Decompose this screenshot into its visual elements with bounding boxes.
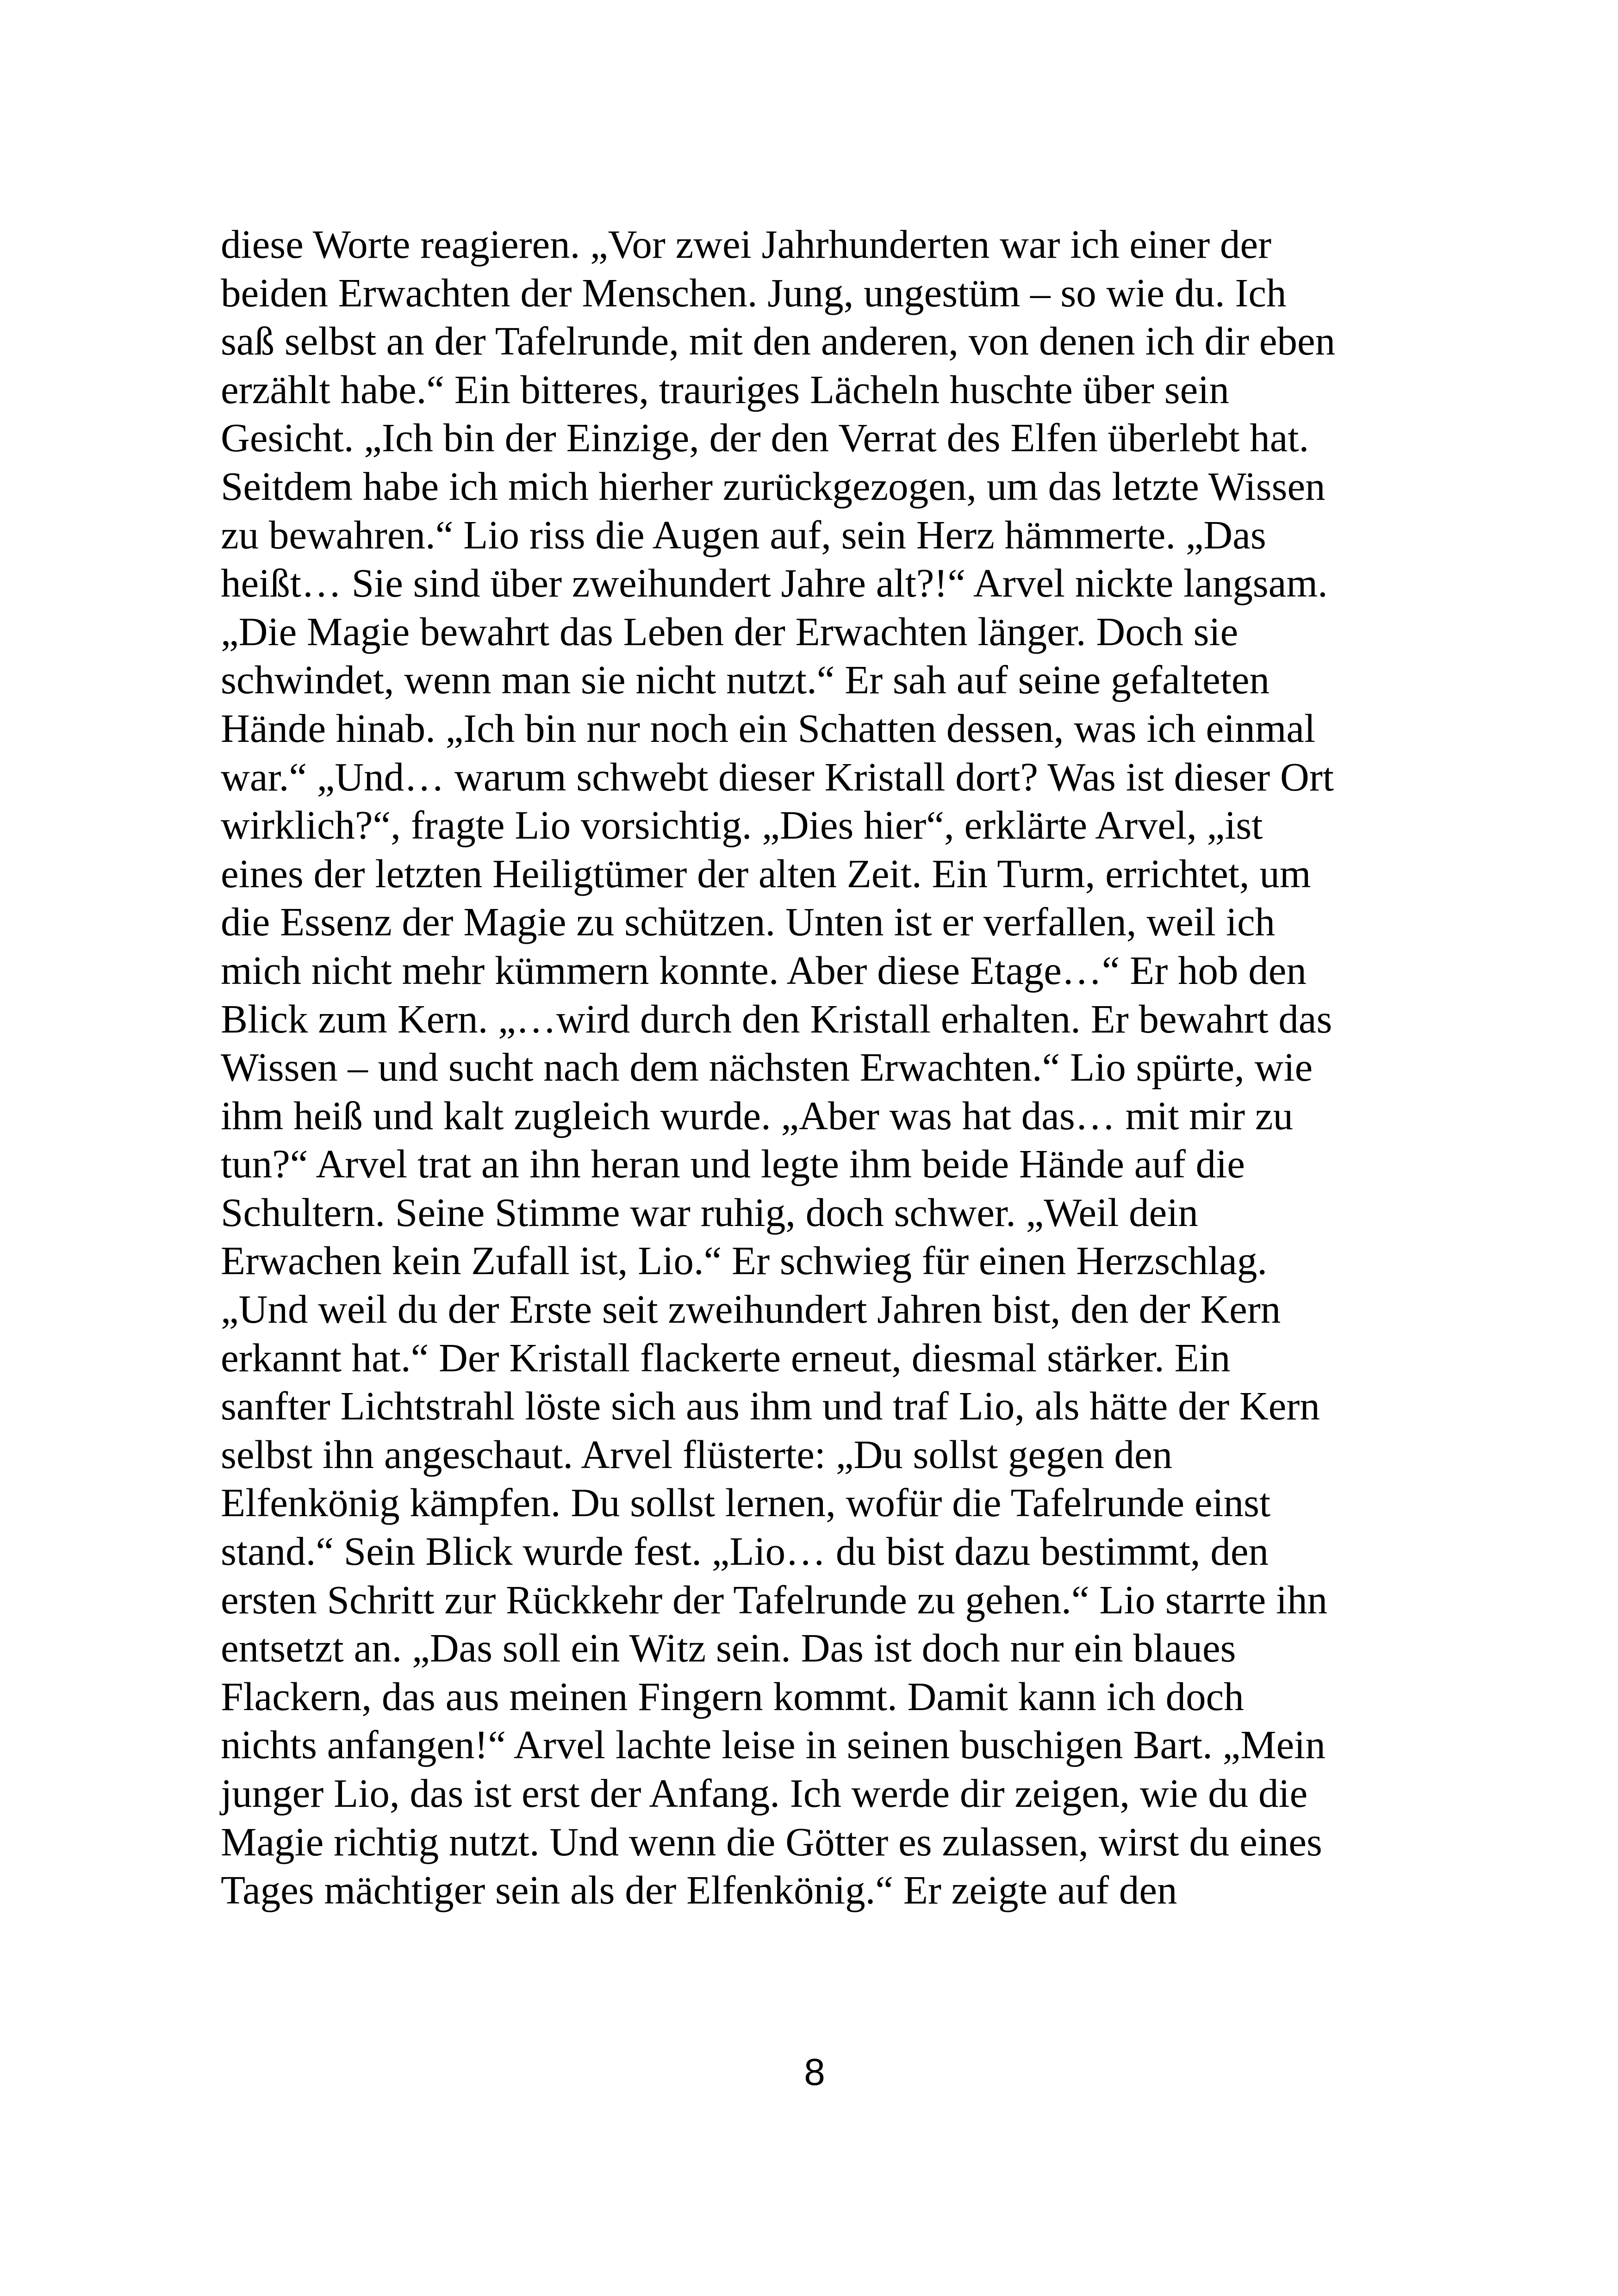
text-line: Elfenkönig kämpfen. Du sollst lernen, wofür die Tafelrunde einst [221,1480,1271,1525]
text-line: Gesicht. „Ich bin der Einzige, der den Verrat des Elfen überlebt hat. [221,415,1309,460]
text-line: Magie richtig nutzt. Und wenn die Götter es zulassen, wirst du eines [221,1819,1322,1864]
text-line: Seitdem habe ich mich hierher zurückgezogen, um das letzte Wissen [221,463,1326,509]
body-text [221,220,1424,1915]
text-line: diese Worte reagieren. „Vor zwei Jahrhunderten war ich einer der [221,222,1272,267]
text-line: erzählt habe.“ Ein bitteres, trauriges Lächeln huschte über sein [221,367,1229,412]
text-line: mich nicht mehr kümmern konnte. Aber diese Etage…“ Er hob den [221,947,1307,993]
text-line: ersten Schritt zur Rückkehr der Tafelrunde zu gehen.“ Lio starrte ihn [221,1577,1328,1622]
text-line: wirklich?“, fragte Lio vorsichtig. „Dies hier“, erklärte Arvel, „ist [221,803,1263,848]
text-line: erkannt hat.“ Der Kristall flackerte erneut, diesmal stärker. Ein [221,1335,1231,1380]
text-line: sanfter Lichtstrahl löste sich aus ihm und traf Lio, als hätte der Kern [221,1383,1320,1429]
text-line: selbst ihn angeschaut. Arvel flüsterte: „Du sollst gegen den [221,1431,1173,1477]
text-line: stand.“ Sein Blick wurde fest. „Lio… du bist dazu bestimmt, den [221,1529,1269,1574]
text-line: Wissen – und sucht nach dem nächsten Erwachten.“ Lio spürte, wie [221,1045,1313,1090]
text-line: Flackern, das aus meinen Fingern kommt. Damit kann ich doch [221,1674,1244,1719]
text-line: zu bewahren.“ Lio riss die Augen auf, sein Herz hämmerte. „Das [221,512,1266,557]
text-line: saß selbst an der Tafelrunde, mit den anderen, von denen ich dir eben [221,318,1336,364]
text-line: schwindet, wenn man sie nicht nutzt.“ Er sah auf seine gefalteten [221,657,1270,703]
text-line: eines der letzten Heiligtümer der alten Zeit. Ein Turm, errichtet, um [221,851,1311,896]
text-line: „Und weil du der Erste seit zweihundert Jahren bist, den der Kern [221,1287,1281,1332]
text-line: ihm heiß und kalt zugleich wurde. „Aber was hat das… mit mir zu [221,1093,1293,1138]
text-line: Blick zum Kern. „…wird durch den Kristall erhalten. Er bewahrt das [221,996,1332,1041]
text-line: nichts anfangen!“ Arvel lachte leise in seinen buschigen Bart. „Mein [221,1722,1326,1767]
text-line: Hände hinab. „Ich bin nur noch ein Schatten dessen, was ich einmal [221,705,1316,751]
text-line: Tages mächtiger sein als der Elfenkönig.“ Er zeigte auf den [221,1867,1177,1913]
text-line: die Essenz der Magie zu schützen. Unten ist er verfallen, weil ich [221,899,1276,945]
text-line: junger Lio, das ist erst der Anfang. Ich werde dir zeigen, wie du die [221,1771,1308,1816]
page-number: 8 [804,2051,825,2093]
text-line: Schultern. Seine Stimme war ruhig, doch schwer. „Weil dein [221,1189,1198,1235]
text-line: Erwachen kein Zufall ist, Lio.“ Er schwieg für einen Herzschlag. [221,1238,1268,1283]
text-line: tun?“ Arvel trat an ihn heran und legte ihm beide Hände auf die [221,1141,1245,1187]
text-line: beiden Erwachten der Menschen. Jung, ungestüm – so wie du. Ich [221,270,1287,315]
text-line: heißt… Sie sind über zweihundert Jahre alt?!“ Arvel nickte langsam. [221,560,1328,606]
text-line: „Die Magie bewahrt das Leben der Erwachten länger. Doch sie [221,609,1238,654]
text-line: entsetzt an. „Das soll ein Witz sein. Das ist doch nur ein blaues [221,1625,1236,1671]
text-line: war.“ „Und… warum schwebt dieser Kristall dort? Was ist dieser Ort [221,754,1334,799]
